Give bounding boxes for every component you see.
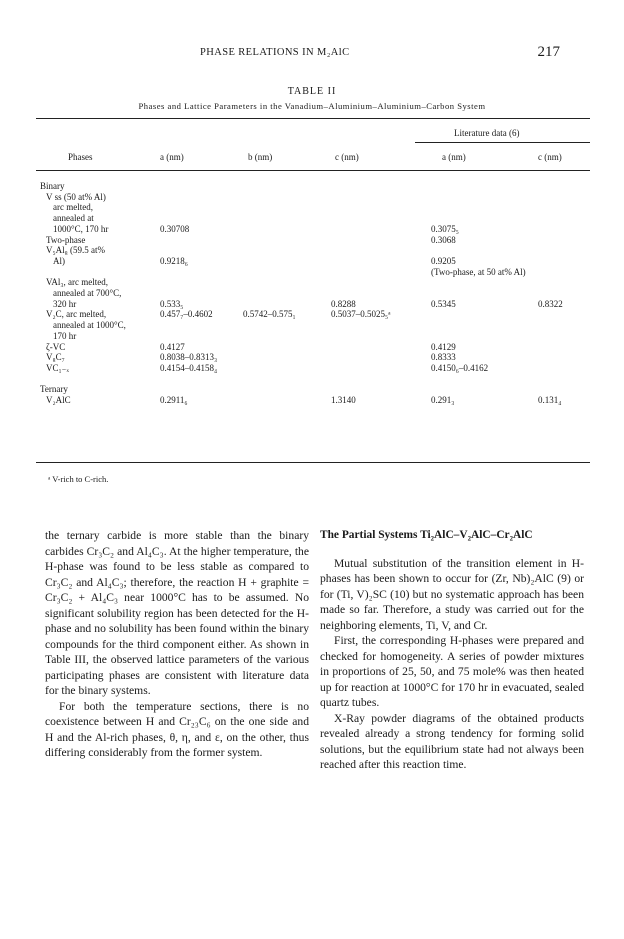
table-cell-phase: V₈C₇: [46, 352, 65, 363]
table-cell-phase: ζ-VC: [46, 341, 66, 352]
table-cell-lit-a: 0.4150₆–0.4162: [431, 362, 489, 373]
right-paragraph-3: X-Ray powder diagrams of the obtained products revealed already a strong tendency for forming solid solutions, but the equilibrium state had not always been reached after this reaction time.: [320, 711, 584, 771]
table-cell-phase: V₂AlC: [46, 395, 71, 405]
table-cell-lit-a: 0.291₃: [431, 395, 455, 405]
table-cell-a: 0.4154–0.4158₄: [160, 362, 218, 373]
left-column: [45, 528, 309, 761]
table-cell-a: 0.4127: [160, 341, 185, 352]
table-cell-lit-a: 0.3075₅: [431, 223, 459, 234]
section-heading: The Partial Systems Ti₂AlC–V₂AlC–Cr₂AlC: [320, 529, 533, 541]
table-label: TABLE II: [287, 86, 337, 97]
table-cell-phase: annealed at: [53, 213, 94, 224]
table-cell-phase: V ss (50 at% Al): [46, 191, 106, 202]
table-cell-phase: annealed at 1000°C,: [53, 320, 126, 331]
col-header-b: b (nm): [248, 152, 273, 162]
left-paragraph-1: the ternary carbide is more stable than the binary carbides Cr₃C₂ and Al₄C₃. At the higher temperature, the H-phase was found to be less stable as compared to Cr₃C₂ and Al₄C₃; therefore, the reaction H + graphite = Cr₃C₂ + Al₄C₃ near 1000°C has to be assumed. No significant solubility region has been detected for the H-phase and no solubility has been found within the binary compounds for the third component either. As shown in Table III, the observed lattice parameters of the various participating phases are consistent with literature data for the binary systems.: [45, 529, 309, 697]
col-header-a: a (nm): [160, 152, 184, 162]
table-cell-phase: Binary: [40, 181, 65, 191]
table-cell-c: 0.8288: [331, 298, 356, 309]
table-cell-b: 0.5742–0.575₁: [243, 309, 296, 320]
running-head-title: PHASE RELATIONS IN M₂AlC: [200, 47, 350, 58]
table-cell-phase: arc melted,: [53, 202, 93, 213]
table-caption: Phases and Lattice Parameters in the Vanadium–Aluminium–Aluminium–Carbon System: [138, 101, 486, 111]
table-cell-a: 0.2911₆: [160, 395, 188, 405]
table-cell-lit-a: 0.4129: [431, 341, 456, 352]
table-cell-phase: Al): [53, 255, 65, 266]
table-cell-c: 1.3140: [331, 395, 356, 405]
col-header-lit-c: c (nm): [538, 152, 562, 162]
page-number: 217: [537, 44, 560, 60]
table-cell-lit-a: 0.9205: [431, 255, 456, 266]
right-paragraph-2: First, the corresponding H-phases were prepared and checked for homogeneity. A series of powder mixtures in proportions of 25, 50, and 75 mole% was then heated up for reaction at 1000°C for 170 hr in evacuated, sealed quartz tubes.: [320, 634, 584, 709]
table-cell-phase: VC₁₋ₓ: [46, 362, 70, 373]
table-cell-a: 0.8038–0.8313₃: [160, 352, 218, 363]
table-cell-lit-a: (Two-phase, at 50 at% Al): [431, 266, 526, 277]
right-column: [320, 528, 584, 773]
table-cell-lit-a: 0.3068: [431, 234, 456, 245]
left-paragraph-2: For both the temperature sections, there is no coexistence between H and Cr₂₃C₆ on the one side and H and the Al-rich phases, θ, η, and ε, on the other, thus differing considerably from the former system.: [45, 699, 309, 759]
literature-data-header: Literature data (6): [454, 128, 520, 138]
table-cell-a: 0.30708: [160, 223, 190, 234]
table-cell-a: 0.9218₆: [160, 255, 188, 266]
table-footnote: ᵃ V-rich to C-rich.: [48, 474, 109, 484]
table-cell-lit-a: 0.8333: [431, 352, 456, 363]
col-header-c: c (nm): [335, 152, 359, 162]
table-cell-phase: Two-phase: [46, 234, 86, 245]
table-cell-phase: V₂C, arc melted,: [46, 309, 107, 320]
col-header-phases: Phases: [68, 152, 93, 162]
table-cell-phase: 170 hr: [53, 330, 77, 341]
col-header-lit-a: a (nm): [442, 152, 466, 162]
table-cell-lit-c: 0.8322: [538, 298, 563, 309]
table-cell-a: 0.457₇–0.4602: [160, 309, 213, 320]
table-cell-a: 0.533₅: [160, 298, 184, 309]
table-cell-phase: 1000°C, 170 hr: [53, 223, 109, 234]
table-cell-lit-a: 0.5345: [431, 298, 456, 309]
table-cell-phase: annealed at 700°C,: [53, 288, 122, 298]
table-cell-phase: VAl₃, arc melted,: [46, 277, 108, 288]
table-cell-phase: 320 hr: [53, 298, 77, 309]
table-bottom-rule: [36, 462, 590, 463]
table-cell-phase: V₅Al₈ (59.5 at%: [46, 245, 106, 256]
table-cell-c: 0.5037–0.5025₅ᵃ: [331, 309, 391, 320]
right-paragraph-1: Mutual substitution of the transition element in H-phases has been shown to occur for (Zr, Nb)₂AlC (9) or for (Ti, V)₂SC (10) but no systematic approach has been made so far. Therefore, a study was carried out for the neighboring elements, Ti, V, and Cr.: [320, 556, 584, 632]
table-cell-lit-c: 0.131₄: [538, 395, 562, 405]
table-cell-phase: Ternary: [40, 384, 68, 395]
